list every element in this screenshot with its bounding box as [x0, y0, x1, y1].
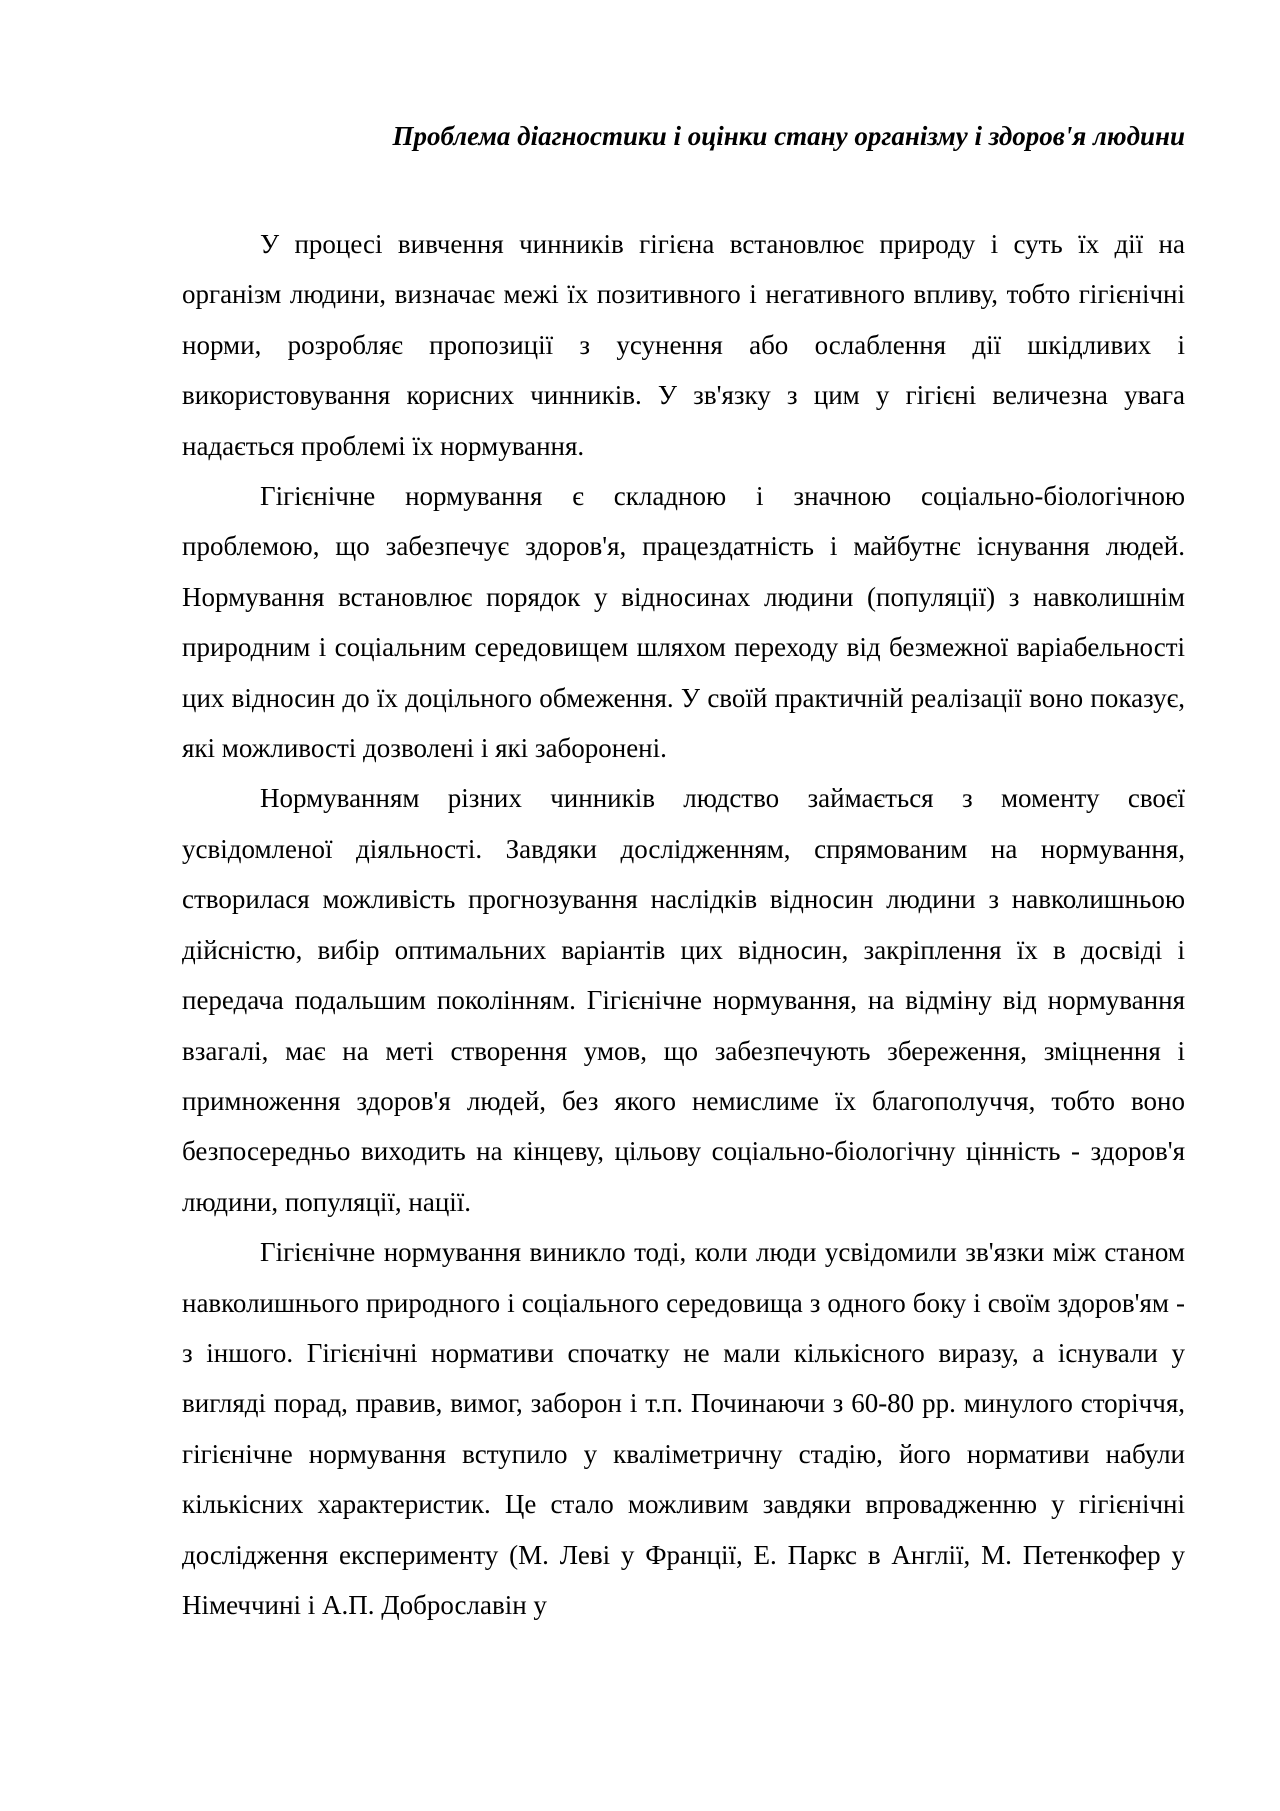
paragraph-3: Нормуванням різних чинників людство займається з моменту своєї усвідомленої діяльності. Завдяки дослідженням, спрямованим на нормування, створилася можливість прогнозування наслідків відносин людини з навколишньою дійсністю, вибір оптимальних варіантів цих відносин, закріплення їх в досвіді і передача подальшим поколінням. Гігієнічне нормування, на відміну від нормування взагалі, має на меті створення умов, що забезпечують збереження, зміцнення і примноження здоров'я людей, без якого немислиме їх благополуччя, тобто воно безпосередньо виходить на кінцеву, цільову соціально-біологічну цінність - здоров'я людини, популяції, нації. [182, 783, 1185, 1217]
paragraph-2: Гігієнічне нормування є складною і значною соціально-біологічною проблемою, що забезпечує здоров'я, працездатність і майбутнє існування людей. Нормування встановлює порядок у відносинах людини (популяції) з навколишнім природним і соціальним середовищем шляхом переходу від безмежної варіабельності цих відносин до їх доцільного обмеження. У своїй практичній реалізації воно показує, які можливості дозволені і які заборонені. [182, 481, 1185, 764]
paragraph-1: У процесі вивчення чинників гігієна встановлює природу і суть їх дії на організм людини, визначає межі їх позитивного і негативного впливу, тобто гігієнічні норми, розробляє пропозиції з усунення або ослаблення дії шкідливих і використовування корисних чинників. У зв'язку з цим у гігієні величезна увага надається проблемі їх нормування. [182, 229, 1185, 461]
document-title: Проблема діагностики і оцінки стану організму і здоров'я людини [392, 121, 1185, 151]
paragraph-4: Гігієнічне нормування виникло тоді, коли люди усвідомили зв'язки між станом навколишнього природного і соціального середовища з одного боку і своїм здоров'ям - з іншого. Гігієнічні нормативи спочатку не мали кількісного виразу, а існували у вигляді порад, правив, вимог, заборон і т.п. Починаючи з 60-80 рр. минулого сторіччя, гігієнічне нормування вступило у кваліметричну стадію, його нормативи набули кількісних характеристик. Це стало можливим завдяки впровадженню у гігієнічні дослідження експерименту (М. Леві у Франції, Е. Паркс в Англії, М. Петенкофер у Німеччині і А.П. Доброславін у [182, 1237, 1185, 1620]
document-body [182, 219, 1185, 1630]
